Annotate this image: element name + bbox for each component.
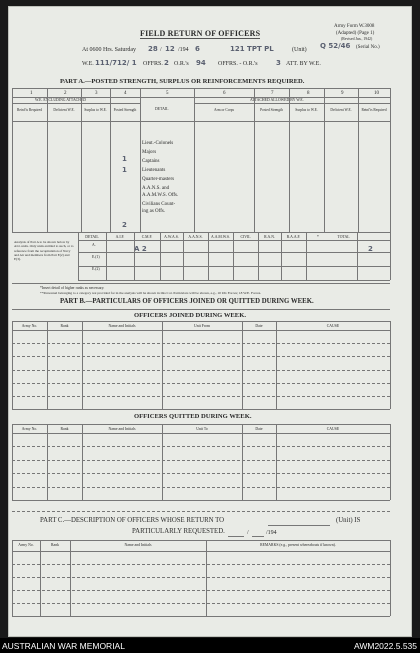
joined-hline <box>12 330 390 331</box>
quitted-row-line <box>12 473 390 474</box>
posted-lieutenants: 1 <box>122 166 127 174</box>
rank-label: Captains <box>142 159 160 164</box>
analysis-row-label: E.(2) <box>92 267 100 271</box>
part-c-date-sep: / <box>247 530 249 536</box>
date-year-prefix: /194 <box>178 47 189 53</box>
col-number: 2 <box>64 91 67 96</box>
analysis-vline <box>258 232 259 280</box>
joined-row-line <box>12 343 390 344</box>
col-number: 3 <box>95 91 98 96</box>
part-c-row-line <box>12 564 390 565</box>
rank-label: Lieut.-Colonels <box>142 141 174 146</box>
col-number: 5 <box>166 91 169 96</box>
part-c-hline <box>12 551 390 552</box>
rank-label: ing as Offs. <box>142 209 166 214</box>
part-a-vline <box>140 88 141 232</box>
serial-no-label: (Serial No.) <box>356 45 380 50</box>
analysis-row-label: A. <box>92 243 96 247</box>
rank-label: Quarter-masters <box>142 177 175 182</box>
analysis-vline <box>306 232 307 280</box>
analysis-note: Analysis of Part A to be shown below by ALL units. Only units entitled to such, or to reference from the recapitulation of Navy and Air and members from Part E(2) and E(3). <box>14 240 74 261</box>
part-c-vline <box>70 540 71 616</box>
header-right: Surplus to W.E. <box>295 108 318 112</box>
footnote-1: *Insert detail of higher ranks as necessary. <box>40 286 105 290</box>
offrs2-label: OFFRS. - O.R.'s <box>218 61 258 67</box>
part-c-header: Army No. <box>18 543 34 547</box>
ors-label: O.R.'s <box>174 61 189 67</box>
joined-row-line <box>12 396 390 397</box>
part-c-header: REMARKS (e.g., present whereabouts if known). <box>260 543 336 547</box>
army-form-label: Army Form W.3008 <box>334 24 375 29</box>
rank-label: Lieutenants <box>142 168 166 173</box>
footer-left: AUSTRALIAN WAR MEMORIAL <box>2 641 125 651</box>
unit-value: 121 TPT PL <box>230 45 274 53</box>
part-c-header: Rank <box>50 543 59 547</box>
analysis-hline <box>78 280 390 281</box>
rank-label: Majors <box>142 150 157 155</box>
analysis-header: R.A.A.F. <box>286 235 301 239</box>
att-value: 3 <box>276 59 281 67</box>
analysis-header: * <box>317 235 319 239</box>
part-c-unit-is: (Unit) IS <box>336 517 361 524</box>
quitted-row-line <box>12 446 390 447</box>
date-day: 28 <box>148 45 158 53</box>
analysis-vline <box>160 232 161 280</box>
joined-row-line <box>12 356 390 357</box>
part-c-vline <box>390 540 391 616</box>
quitted-vline <box>12 424 13 500</box>
part-c-vline <box>206 540 207 616</box>
rank-label: Civilians Count- <box>142 202 176 207</box>
quitted-row-line <box>12 487 390 488</box>
header-right: Arm or Corps <box>214 108 234 112</box>
header-left: Surplus to W.E. <box>84 108 107 112</box>
part-c-date-suffix: /194 <box>266 530 277 536</box>
joined-header: Army No. <box>21 324 38 328</box>
col-number: 1 <box>30 91 33 96</box>
joined-title: OFFICERS JOINED DURING WEEK. <box>134 312 246 319</box>
joined-row-line <box>12 383 390 384</box>
quitted-title: OFFICERS QUITTED DURING WEEK. <box>134 413 252 420</box>
quitted-header: Army No. <box>21 427 38 431</box>
part-c-vline <box>40 540 41 616</box>
analysis-row-label: E.(1) <box>92 255 100 259</box>
analysis-vline <box>78 232 79 280</box>
header-right: Posted Strength <box>260 108 283 112</box>
serial-no-value: Q 52/46 <box>320 42 351 50</box>
joined-vline <box>390 321 391 409</box>
part-c-row-line <box>12 603 390 604</box>
offrs-value: 2 <box>164 59 169 67</box>
rank-label: A.A.N.S. and <box>142 186 170 191</box>
analysis-header: R.A.N. <box>264 235 275 239</box>
quitted-hline <box>12 433 390 434</box>
col-number: 10 <box>374 91 379 96</box>
quitted-header: Name and Initials <box>108 427 136 431</box>
part-a-vline <box>390 88 391 232</box>
part-c-header: Name and Initials <box>124 543 152 547</box>
header-left: Posted Strength <box>113 108 137 112</box>
analysis-vline <box>134 232 135 280</box>
quitted-row-line <box>12 460 390 461</box>
adapted-label: (Adapted) (Page 1) <box>336 31 375 36</box>
part-c-vline <box>12 540 13 616</box>
header-left: Deficient W.E. <box>53 108 75 112</box>
joined-row-line <box>12 370 390 371</box>
part-a-title: PART A.—POSTED STRENGTH, SURPLUS OR REINFORCEMENTS REQUIRED. <box>60 78 305 85</box>
posted-total: 2 <box>122 221 127 229</box>
col-number: 4 <box>124 91 127 96</box>
total-value: 2 <box>368 245 373 253</box>
analysis-hline <box>78 252 390 253</box>
at-label: At 0600 Hrs. Saturday <box>82 47 136 53</box>
rank-label: A.A.M.W.S. Offs. <box>142 193 179 198</box>
part-c-hline <box>12 616 390 617</box>
analysis-vline <box>281 232 282 280</box>
analysis-header: A.I.F. <box>115 235 125 239</box>
analysis-vline <box>106 232 107 280</box>
group-right-header: ATTACHED ALLOWED BY W.E. <box>250 98 304 102</box>
joined-header: CAUSE <box>326 324 340 328</box>
offrs-label: OFFRS. <box>143 61 163 67</box>
joined-header: Date <box>255 324 263 328</box>
col-number: 9 <box>341 91 344 96</box>
date-sep: / <box>160 47 162 53</box>
ors-value: 94 <box>196 59 206 67</box>
header-right: Deficient W.E. <box>330 108 352 112</box>
analysis-header: A.A.N.S. <box>188 235 203 239</box>
part-b-title: PART B.—PARTICULARS OF OFFICERS JOINED OR QUITTED DURING WEEK. <box>60 298 314 305</box>
part-c-row-line <box>12 577 390 578</box>
quitted-vline <box>276 424 277 500</box>
detail-header: DETAIL <box>155 107 169 111</box>
analysis-vline <box>390 232 391 280</box>
analysis-hline <box>78 266 390 267</box>
joined-header: Rank <box>60 324 69 328</box>
quitted-vline <box>390 424 391 500</box>
col-number: 6 <box>223 91 226 96</box>
header-right: Reinf'ts Required <box>361 108 387 112</box>
group-left-header: W.E. EXCLUDING ATTACHED <box>35 98 87 102</box>
joined-hline <box>12 409 390 410</box>
analysis-vline <box>233 232 234 280</box>
posted-captains: 1 <box>122 155 127 163</box>
col-number: 7 <box>271 91 274 96</box>
analysis-vline <box>183 232 184 280</box>
quitted-header: Date <box>255 427 263 431</box>
footer-right: AWM2022.5.535 <box>354 641 417 651</box>
analysis-header: DETAIL <box>85 235 99 239</box>
quitted-hline <box>12 500 390 501</box>
quitted-vline <box>82 424 83 500</box>
analysis-header: TOTAL <box>337 235 350 239</box>
form-title: FIELD RETURN OF OFFICERS <box>140 29 261 38</box>
we-label: W.E. <box>82 61 94 67</box>
header-left: Reinf'ts Required <box>16 108 43 112</box>
we-value: 111/712/ 1 <box>95 59 137 67</box>
col-number: 8 <box>307 91 310 96</box>
joined-header: Unit From <box>194 324 210 328</box>
aif-value: A 2 <box>134 245 147 253</box>
date-year-digit: 6 <box>195 45 200 53</box>
att-label: ATT. BY W.E. <box>286 61 321 67</box>
analysis-vline <box>208 232 209 280</box>
quitted-header: Unit To <box>196 427 208 431</box>
quitted-header: Rank <box>60 427 69 431</box>
quitted-header: CAUSE <box>326 427 340 431</box>
quitted-vline <box>162 424 163 500</box>
revised-label: (Revised Jan., 1942) <box>341 37 373 41</box>
analysis-vline <box>357 232 358 280</box>
quitted-vline <box>242 424 243 500</box>
analysis-header: A.A.M.W.S. <box>211 235 230 239</box>
footnote-2: **Personnel belonging to a category not provided for in the analysis will be shown in this Col. Particulars will be shown, e.g., 10 UK Forces; 18 W.E. Forces. <box>40 291 262 295</box>
unit-label: (Unit) <box>292 47 307 53</box>
footer-bar <box>0 638 420 653</box>
analysis-header: CIVIL <box>240 235 251 239</box>
quitted-vline <box>47 424 48 500</box>
date-month: 12 <box>165 45 175 53</box>
part-c-title-line1: PART C.—DESCRIPTION OF OFFICERS WHOSE RETURN TO <box>40 517 225 524</box>
part-c-title-line2: PARTICULARLY REQUESTED. <box>132 528 225 535</box>
analysis-header: A.W.A.S. <box>164 235 179 239</box>
analysis-header: C.M.F. <box>141 235 153 239</box>
joined-header: Name and Initials <box>108 324 136 328</box>
part-c-row-line <box>12 590 390 591</box>
